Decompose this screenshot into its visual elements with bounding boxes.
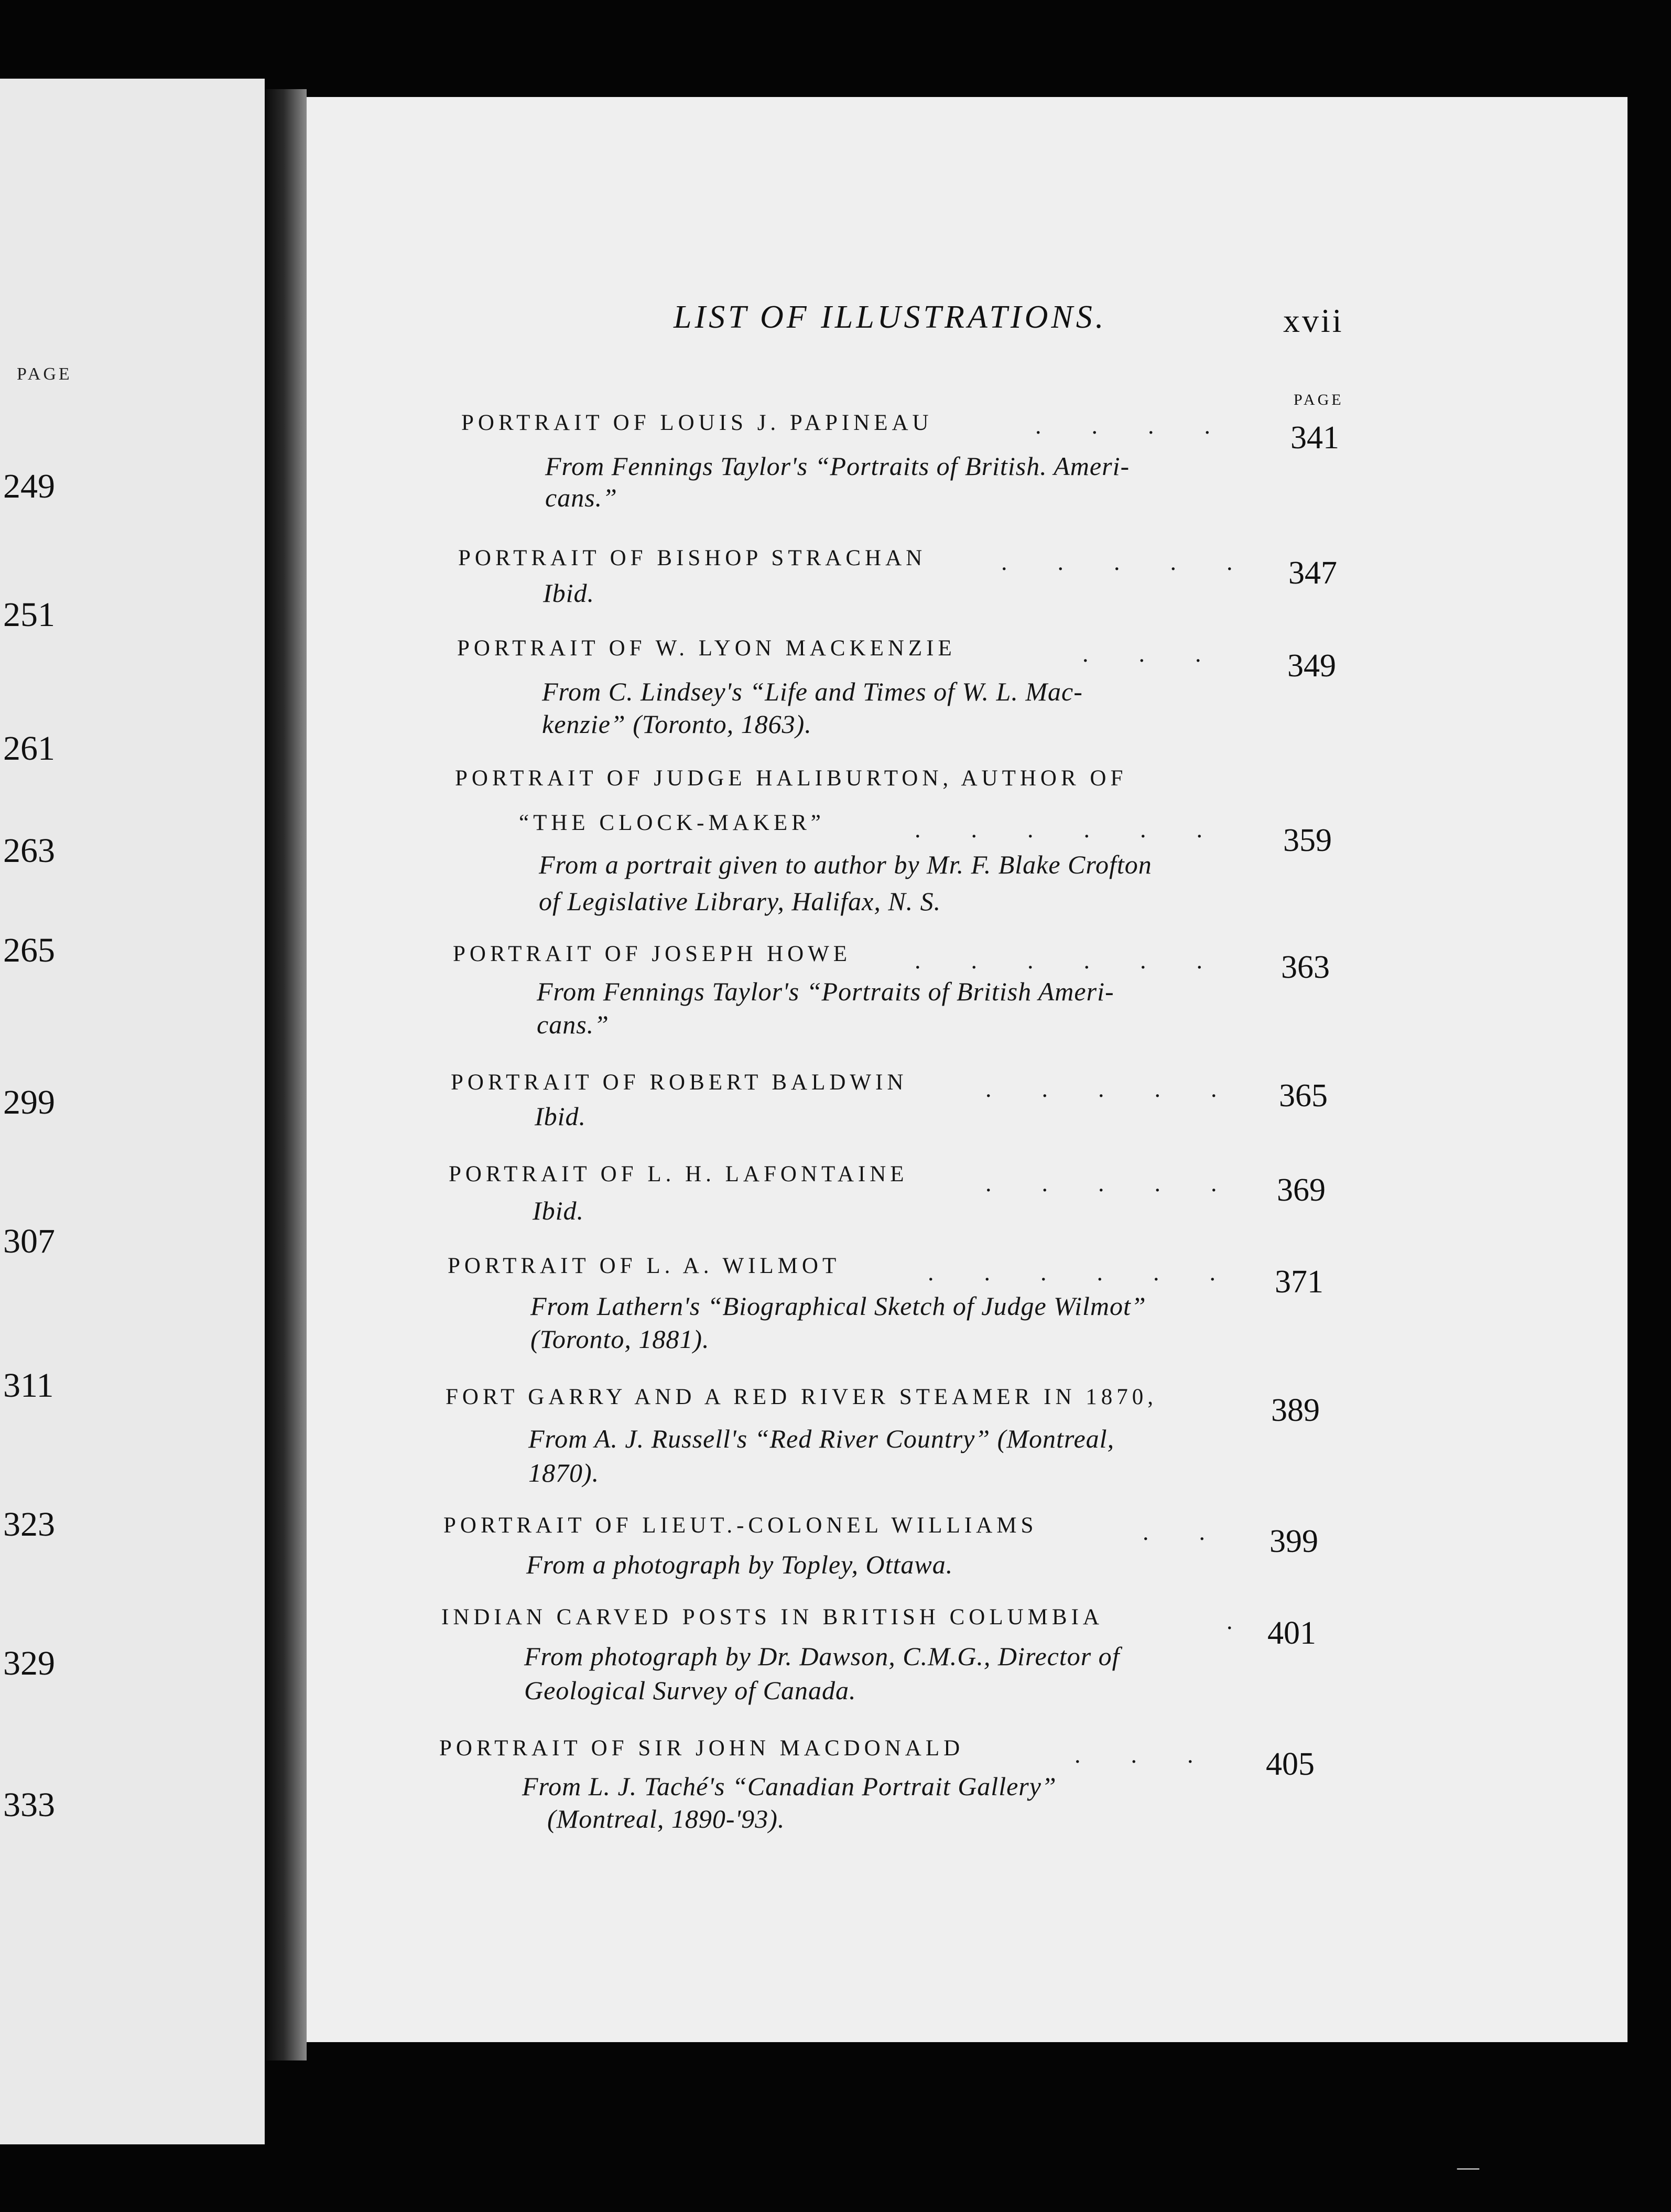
entry-title: PORTRAIT OF W. LYON MACKENZIE bbox=[457, 636, 956, 661]
leader-dots: ..... bbox=[985, 1075, 1267, 1102]
entry-page-number: 401 bbox=[1267, 1615, 1316, 1651]
entry-title: PORTRAIT OF JUDGE HALIBURTON, AUTHOR OF bbox=[455, 766, 1127, 791]
entry-page-number: 371 bbox=[1275, 1264, 1323, 1300]
entry-page-number: 389 bbox=[1271, 1393, 1320, 1428]
entry-source: (Montreal, 1890-'93). bbox=[547, 1804, 785, 1833]
left-page-number: 261 bbox=[3, 729, 55, 768]
entry-page-number: 347 bbox=[1288, 555, 1337, 591]
entry-source: cans.” bbox=[545, 483, 617, 512]
page-column-label: PAGE bbox=[1294, 391, 1344, 408]
left-page-number: 265 bbox=[3, 931, 55, 969]
left-page-label: PAGE bbox=[17, 364, 72, 384]
entry-page-number: 399 bbox=[1269, 1524, 1318, 1559]
entry-source: 1870). bbox=[528, 1458, 600, 1487]
entry-source: Ibid. bbox=[533, 1196, 584, 1225]
left-page-number: 249 bbox=[3, 467, 55, 505]
entry-source: Geological Survey of Canada. bbox=[524, 1676, 856, 1705]
entry-page-number: 405 bbox=[1266, 1746, 1315, 1782]
left-page-number: 299 bbox=[3, 1083, 55, 1121]
entry-page-number: 369 bbox=[1277, 1172, 1326, 1208]
entry-source: From a photograph by Topley, Ottawa. bbox=[526, 1550, 953, 1579]
left-page-number: 251 bbox=[3, 596, 55, 634]
entry-title: PORTRAIT OF LIEUT.-COLONEL WILLIAMS bbox=[443, 1513, 1038, 1538]
entry-source: From Fennings Taylor's “Portraits of British Ameri- bbox=[537, 977, 1114, 1006]
entry-title: PORTRAIT OF JOSEPH HOWE bbox=[453, 942, 851, 966]
entry-source: Ibid. bbox=[543, 578, 595, 608]
left-page-number: 307 bbox=[3, 1222, 55, 1260]
book-gutter bbox=[265, 89, 307, 2060]
entry-page-number: 349 bbox=[1287, 648, 1336, 684]
left-page-number: 323 bbox=[3, 1505, 55, 1544]
entry-source: of Legislative Library, Halifax, N. S. bbox=[539, 887, 941, 916]
left-page-number: 311 bbox=[3, 1366, 54, 1405]
leader-dots: .... bbox=[1035, 412, 1261, 439]
leader-dots: ...... bbox=[928, 1259, 1266, 1286]
leader-dots: . bbox=[1227, 1607, 1283, 1634]
entry-source: From a portrait given to author by Mr. F. Blake Crofton bbox=[539, 850, 1152, 879]
entry-page-number: 359 bbox=[1283, 823, 1332, 858]
entry-source: (Toronto, 1881). bbox=[530, 1324, 710, 1354]
entry-title: “THE CLOCK-MAKER” bbox=[519, 811, 825, 835]
entry-title: FORT GARRY AND A RED RIVER STEAMER IN 1870, bbox=[446, 1385, 1158, 1409]
entry-source: From L. J. Taché's “Canadian Portrait Gallery” bbox=[522, 1772, 1057, 1801]
folio-number: xvii bbox=[1283, 302, 1344, 339]
leader-dots: ... bbox=[1075, 1741, 1244, 1768]
entry-source: From photograph by Dr. Dawson, C.M.G., Director of bbox=[524, 1642, 1120, 1671]
entry-title: PORTRAIT OF L. A. WILMOT bbox=[448, 1254, 841, 1278]
entry-page-number: 365 bbox=[1279, 1078, 1328, 1114]
entry-source: From C. Lindsey's “Life and Times of W. L. Mac- bbox=[542, 677, 1083, 706]
entry-source: cans.” bbox=[537, 1010, 609, 1039]
entry-source: kenzie” (Toronto, 1863). bbox=[542, 709, 812, 739]
leader-dots: ...... bbox=[915, 816, 1253, 843]
entry-title: PORTRAIT OF L. H. LAFONTAINE bbox=[449, 1162, 908, 1186]
leader-dots: ..... bbox=[985, 1170, 1267, 1196]
leader-dots: ... bbox=[1082, 640, 1252, 667]
entry-page-number: 363 bbox=[1281, 949, 1330, 985]
entry-title: PORTRAIT OF BISHOP STRACHAN bbox=[458, 546, 927, 570]
entry-source: Ibid. bbox=[535, 1102, 587, 1131]
entry-title: PORTRAIT OF SIR JOHN MACDONALD bbox=[439, 1736, 964, 1761]
leader-dots: ...... bbox=[915, 947, 1253, 974]
left-page bbox=[0, 79, 265, 2144]
page-title: LIST OF ILLUSTRATIONS. bbox=[674, 299, 1107, 335]
entry-title: INDIAN CARVED POSTS IN BRITISH COLUMBIA bbox=[441, 1605, 1103, 1630]
entry-title: PORTRAIT OF ROBERT BALDWIN bbox=[451, 1070, 908, 1095]
entry-source: From Lathern's “Biographical Sketch of Judge Wilmot” bbox=[530, 1291, 1146, 1321]
left-page-number: 333 bbox=[3, 1786, 55, 1824]
left-page-number: 329 bbox=[3, 1644, 55, 1682]
entry-title: PORTRAIT OF LOUIS J. PAPINEAU bbox=[461, 411, 933, 435]
leader-dots: .. bbox=[1143, 1518, 1255, 1545]
entry-source: From Fennings Taylor's “Portraits of British. Ameri- bbox=[545, 451, 1130, 481]
left-page-number: 263 bbox=[3, 832, 55, 870]
scan-artifact: — bbox=[1457, 2155, 1479, 2179]
leader-dots: ..... bbox=[1001, 548, 1283, 575]
entry-page-number: 341 bbox=[1290, 420, 1339, 456]
entry-source: From A. J. Russell's “Red River Country” (Montreal, bbox=[528, 1424, 1115, 1453]
